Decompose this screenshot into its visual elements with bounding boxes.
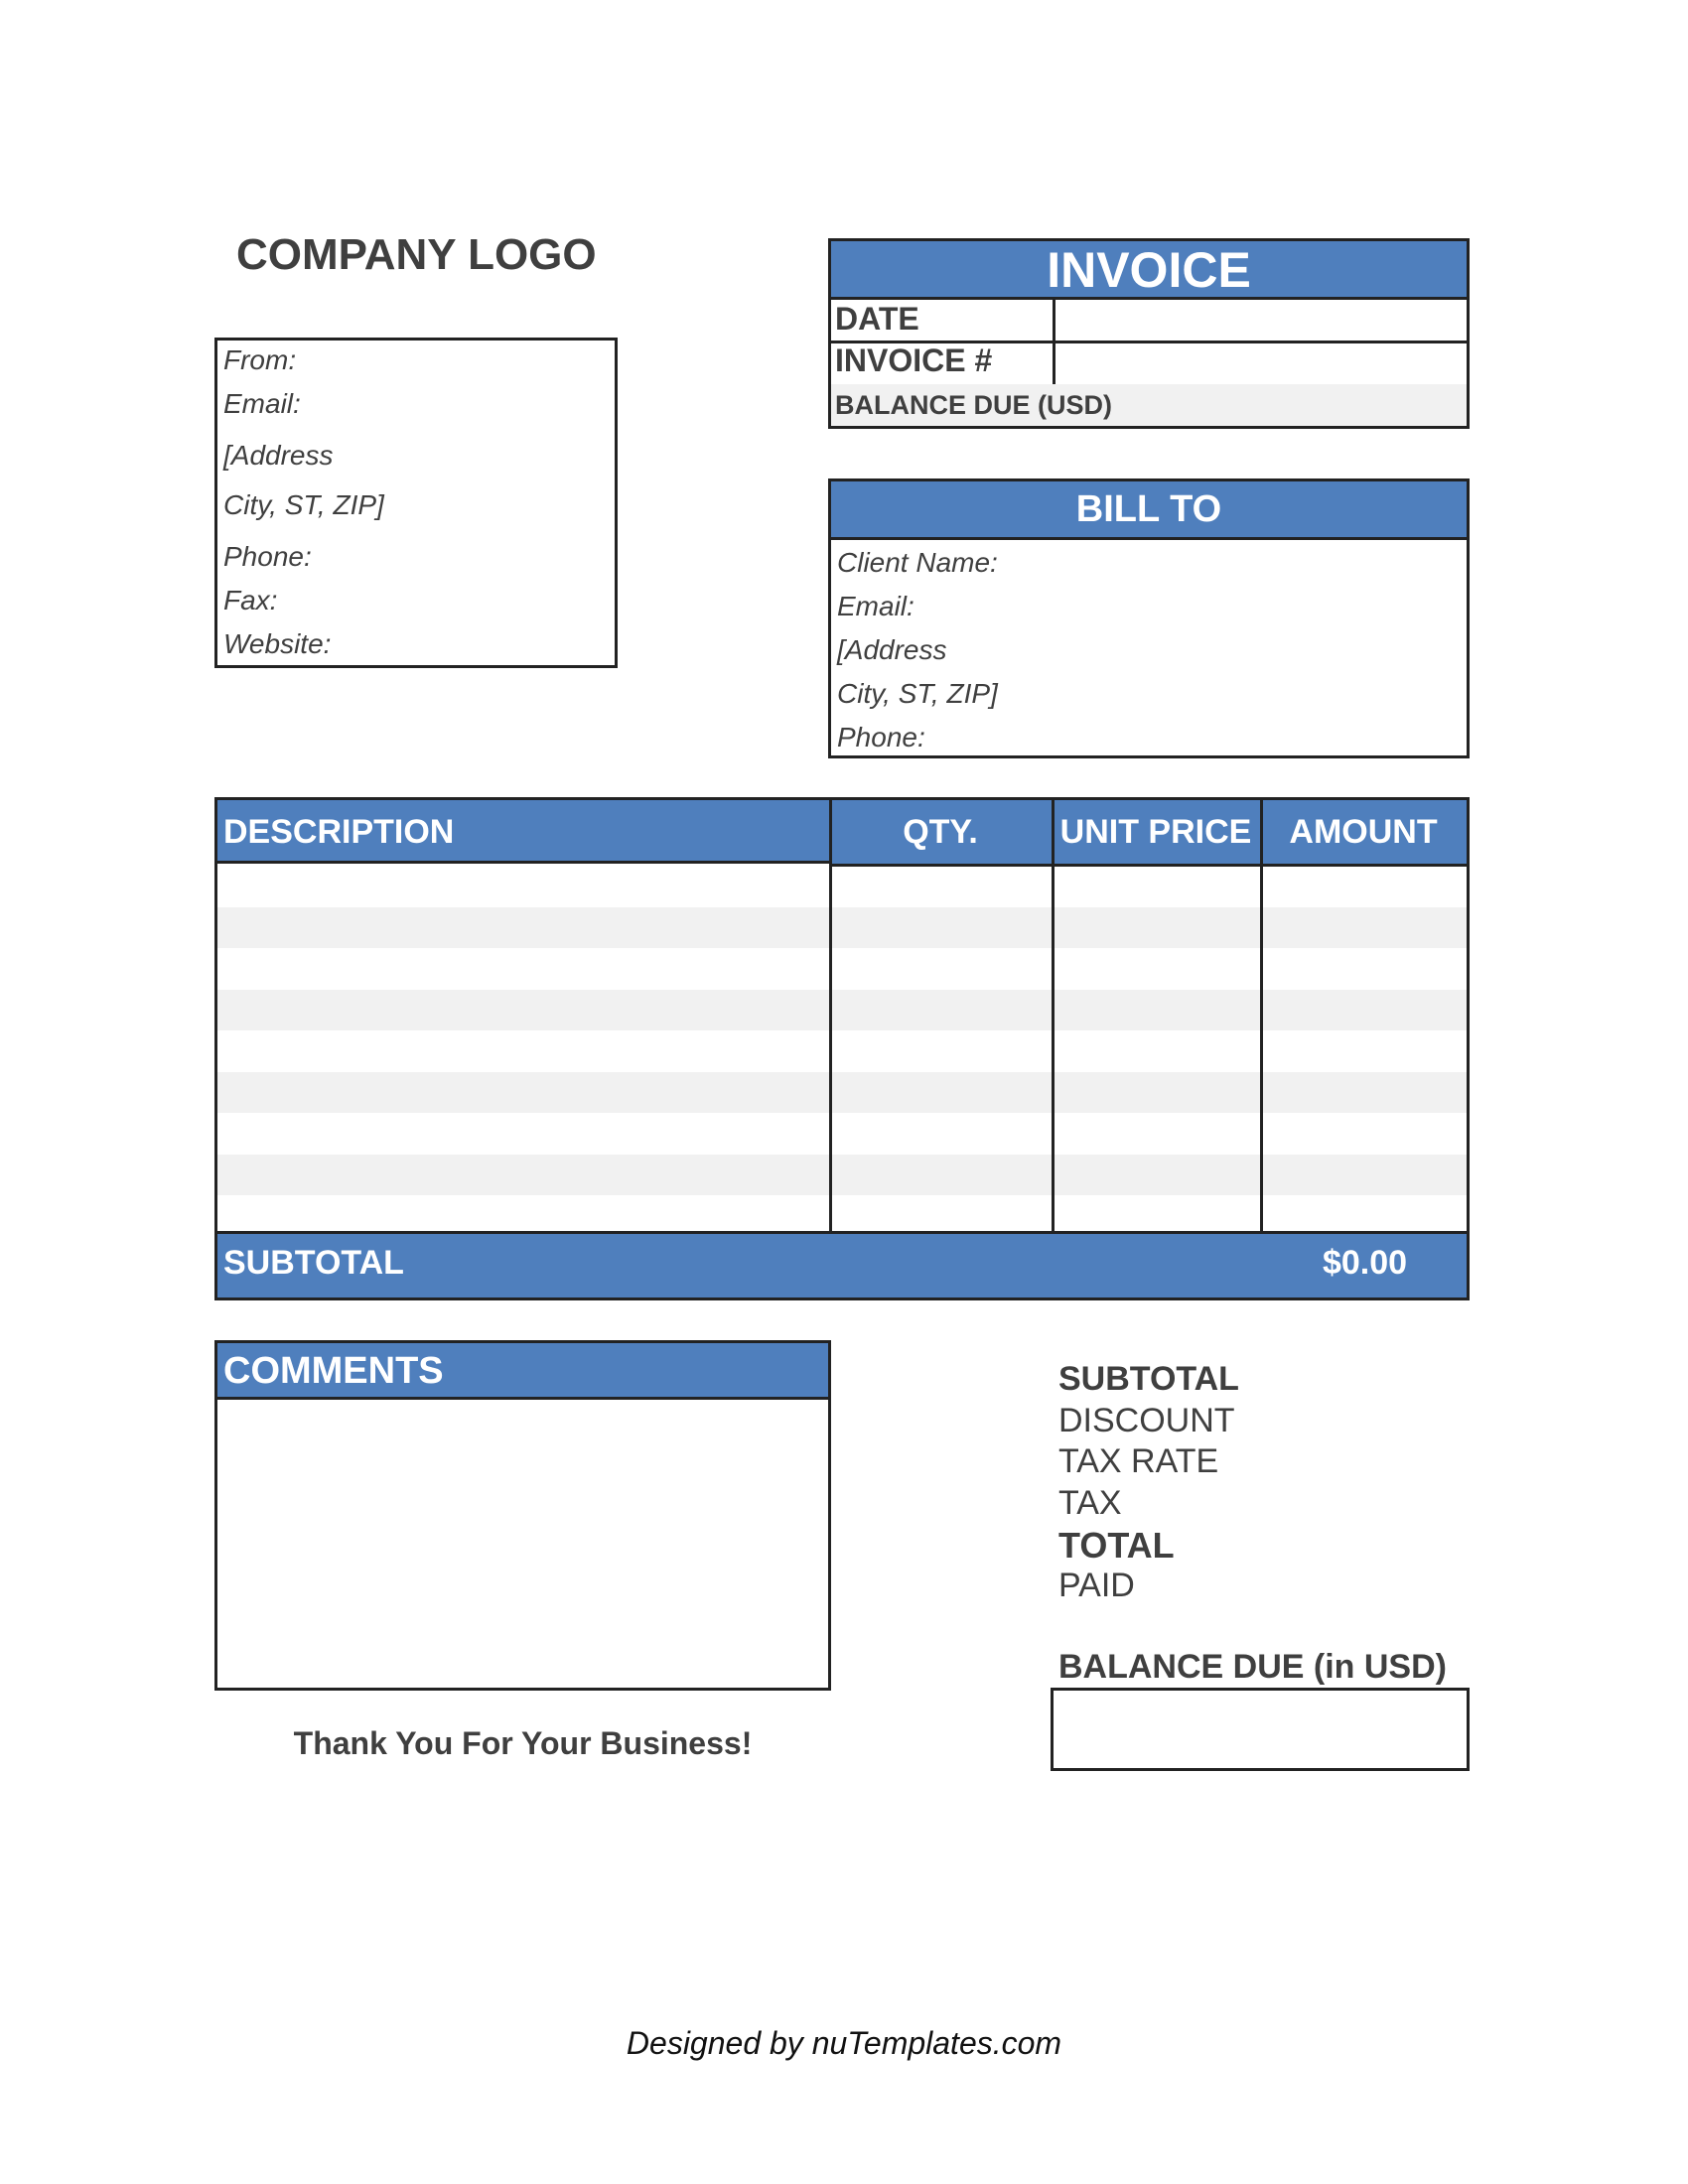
summary-subtotal-label: SUBTOTAL [1058, 1360, 1239, 1398]
invoice-number-label: INVOICE # [835, 342, 993, 378]
items-table [214, 797, 1470, 1300]
summary-total-label: TOTAL [1058, 1525, 1175, 1566]
email-line: Email: [223, 388, 301, 419]
subtotal-value: $0.00 [1322, 1244, 1408, 1282]
table-row[interactable] [217, 1155, 1467, 1195]
summary-discount-label: DISCOUNT [1058, 1402, 1235, 1439]
invoice-number-field[interactable] [1053, 341, 1467, 384]
phone-line: Phone: [223, 541, 312, 572]
bill-to-box [828, 478, 1470, 758]
table-row[interactable] [217, 907, 1467, 948]
table-row[interactable] [217, 1072, 1467, 1113]
amount-header: AMOUNT [1260, 800, 1467, 867]
client-email-line: Email: [837, 591, 914, 621]
date-value-field[interactable] [1053, 297, 1467, 341]
company-logo: COMPANY LOGO [236, 230, 597, 279]
balance-due-label: BALANCE DUE (USD) [835, 390, 1112, 420]
address-line: [Address [223, 440, 334, 471]
date-row [831, 297, 1467, 343]
subtotal-bar [217, 1231, 1467, 1297]
description-header: DESCRIPTION [217, 800, 829, 864]
date-label: DATE [835, 301, 919, 337]
from-line: From: [223, 344, 297, 375]
summary-tax-label: TAX [1058, 1484, 1122, 1522]
balance-due-label: BALANCE DUE (in USD) [1058, 1648, 1447, 1686]
client-city-line: City, ST, ZIP] [837, 678, 998, 709]
comments-title: COMMENTS [217, 1343, 828, 1400]
balance-due-row[interactable] [831, 384, 1467, 426]
client-phone-line: Phone: [837, 722, 925, 752]
unit-price-header: UNIT PRICE [1052, 800, 1260, 867]
qty-header: QTY. [829, 800, 1052, 867]
column-divider [1052, 800, 1055, 1237]
summary-paid-label: PAID [1058, 1567, 1135, 1604]
summary-tax-rate-label: TAX RATE [1058, 1442, 1219, 1480]
city-line: City, ST, ZIP] [223, 489, 384, 520]
fax-line: Fax: [223, 585, 278, 615]
from-box [214, 338, 618, 668]
thank-you-note: Thank You For Your Business! [293, 1725, 753, 1761]
invoice-number-row [831, 341, 1467, 387]
footer-credit: Designed by nuTemplates.com [626, 2025, 1062, 2061]
table-row[interactable] [217, 990, 1467, 1030]
column-divider [829, 800, 832, 1237]
client-address-line: [Address [837, 634, 947, 665]
comments-box[interactable] [214, 1340, 831, 1691]
column-divider [1260, 800, 1263, 1300]
client-name-line: Client Name: [837, 547, 998, 578]
balance-due-field[interactable] [1051, 1688, 1470, 1771]
invoice-info-box [828, 238, 1470, 429]
subtotal-label: SUBTOTAL [223, 1244, 404, 1282]
invoice-title: INVOICE [831, 241, 1467, 300]
bill-to-title: BILL TO [831, 481, 1467, 540]
website-line: Website: [223, 628, 332, 659]
